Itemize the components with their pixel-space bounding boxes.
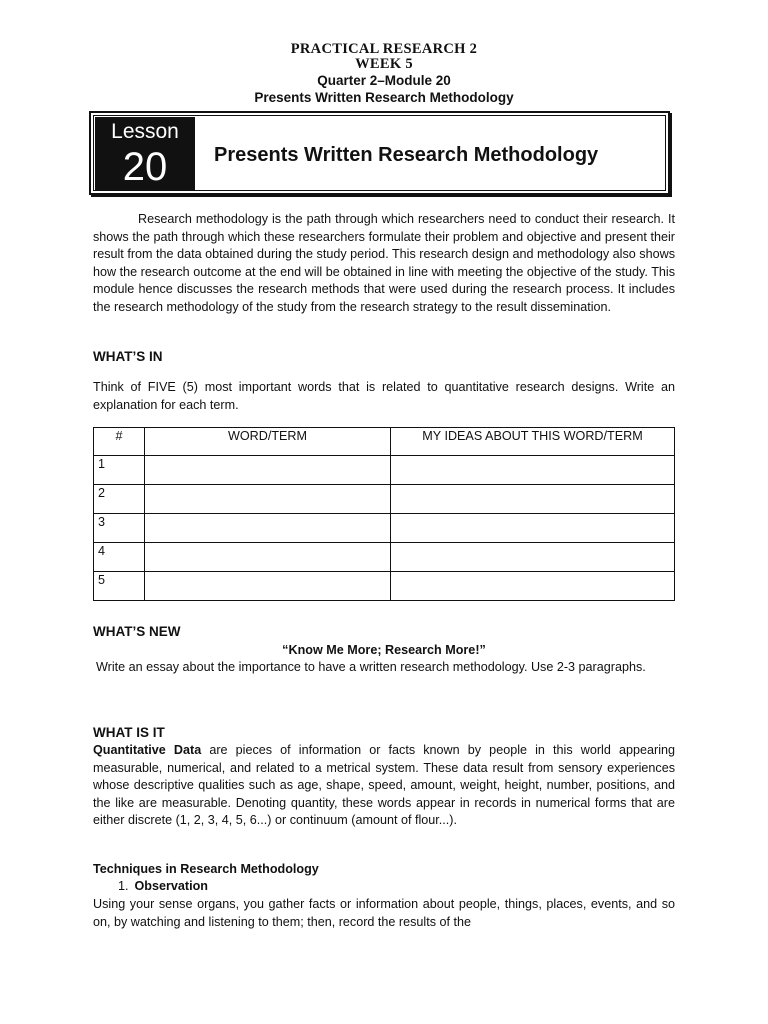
column-header-word: WORD/TERM [145,428,391,456]
terms-table [93,427,675,601]
ideas-cell[interactable] [391,543,675,572]
intro-paragraph: Research methodology is the path through which researchers need to conduct their research. It shows the path through which these researchers formulate their problem and objective and present their result from the data obtained during the study period. This research design and methodology also shows how the research outcome at the end will be obtained in line with meeting the objective of the study. This module hence discusses the research methods that were used during the research process. It includes the research methodology of the study from the research strategy to the result dissemination. [93,212,675,314]
whats-in-instructions: Think of FIVE (5) most important words that is related to quantitative research designs. Write an explanation for each term. [93,380,675,412]
table-row [94,543,675,572]
ideas-cell[interactable] [391,514,675,543]
whats-in-heading: WHAT’S IN [93,349,163,364]
word-cell[interactable] [145,572,391,601]
lesson-title: Presents Written Research Methodology [214,144,599,166]
document-header [0,42,768,106]
lesson-banner [89,111,670,195]
subject-title: PRACTICAL RESEARCH 2 [290,41,478,57]
column-header-ideas: MY IDEAS ABOUT THIS WORD/TERM [391,428,675,456]
table-row [94,572,675,601]
whats-new-instructions: Write an essay about the importance to have a written research methodology. Use 2-3 paragraphs. [96,660,646,674]
lesson-label: Lesson [111,120,179,143]
row-number: 2 [94,485,145,514]
row-number: 3 [94,514,145,543]
list-item-observation [118,878,208,894]
techniques-heading: Techniques in Research Methodology [93,862,319,876]
whats-new-title: “Know Me More; Research More!” [282,643,486,657]
table-row [94,456,675,485]
ideas-cell[interactable] [391,572,675,601]
word-cell[interactable] [145,514,391,543]
table-row [94,485,675,514]
module-label: Quarter 2–Module 20 [317,73,451,88]
ideas-cell[interactable] [391,485,675,514]
row-number: 5 [94,572,145,601]
quantitative-data-definition: are pieces of information or facts known by people in this world appearing measurable, numerical, and related to a metrical system. These data result from sensory experiences whose descriptive qualities such as age, shape, speed, amount, weight, height, number, positions, and the like are measurable. Denoting quantity, these words appear in records in numerical forms that are either discrete (1, 2, 3, 4, 5, 6...) or continuum (amount of flour...). [93,743,675,828]
lesson-badge [95,117,195,191]
column-header-number: # [94,428,145,456]
lesson-number: 20 [122,145,168,189]
ideas-cell[interactable] [391,456,675,485]
week-label: WEEK 5 [355,56,413,72]
observation-paragraph: Using your sense organs, you gather facts or information about people, things, places, events, and so on, by watching and listening to them; then, record the results of the [93,897,675,929]
list-item-number: 1. [118,879,129,893]
terms-table-header-row [94,428,675,456]
row-number: 1 [94,456,145,485]
quantitative-data-term: Quantitative Data [93,743,202,757]
word-cell[interactable] [145,485,391,514]
whats-new-heading: WHAT’S NEW [93,624,181,639]
topic-label: Presents Written Research Methodology [254,90,514,105]
list-item-label: Observation [134,879,208,893]
word-cell[interactable] [145,456,391,485]
row-number: 4 [94,543,145,572]
what-is-it-heading: WHAT IS IT [93,725,165,740]
table-row [94,514,675,543]
quantitative-data-paragraph [93,742,675,830]
word-cell[interactable] [145,543,391,572]
